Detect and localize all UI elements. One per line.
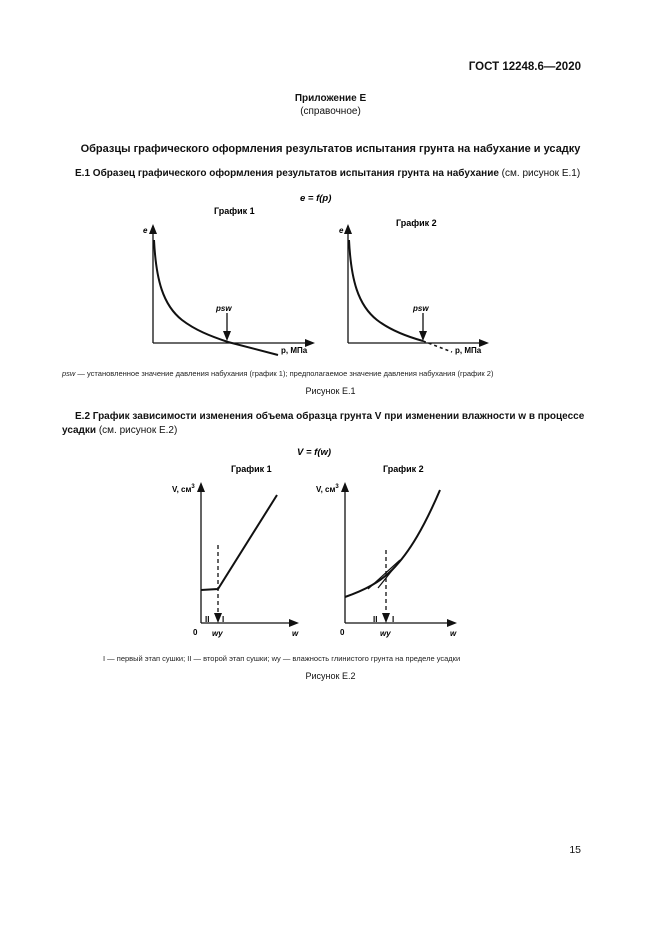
e2-g1-x-label: w: [292, 629, 299, 638]
e2-graph2-title: График 2: [383, 464, 424, 474]
appendix-title: Приложение Е: [294, 93, 367, 104]
e2-g1-wy-label: wy: [212, 629, 223, 638]
e1-graph2-title: График 2: [396, 218, 437, 228]
e2-g2-x-label: w: [450, 629, 457, 638]
e1-heading-ref: (см. рисунок Е.1): [498, 168, 581, 179]
e2-g2-origin: 0: [340, 628, 345, 637]
e2-g1-x-arrow: [289, 619, 299, 627]
e2-g2-tangent-1: [368, 560, 400, 589]
e1-g2-psw-label: psw: [413, 304, 429, 313]
e2-g1-origin: 0: [193, 628, 198, 637]
appendix-note: (справочное): [300, 106, 361, 117]
e2-heading-line2-ref: (см. рисунок Е.2): [96, 425, 178, 436]
e2-g1-stage-i: I: [222, 615, 225, 624]
e1-formula: e = f(p): [300, 193, 332, 204]
e1-g2-x-label: p, МПа: [455, 346, 482, 355]
e1-legend-text: — установленное значение давления набухания (график 1); предполагаемое значение давления набухания (график 2): [75, 369, 494, 378]
e2-g1-curve: [201, 495, 277, 590]
e2-g2-x-arrow: [447, 619, 457, 627]
e2-g1-wy-arrow: [214, 613, 225, 624]
e2-g2-y-label-text: V, см: [316, 485, 336, 494]
e2-g2-y-label-sup: 3: [335, 484, 339, 490]
e2-g1-y-arrow: [197, 482, 205, 492]
e2-g2-stage-i: I: [392, 615, 395, 624]
e1-caption: Рисунок Е.1: [305, 386, 356, 396]
e2-heading-line2-bold: усадки: [62, 425, 97, 436]
e2-g2-wy-label: wy: [380, 629, 391, 638]
e2-caption: Рисунок Е.2: [305, 671, 356, 681]
e1-g1-x-label: p, МПа: [281, 346, 308, 355]
e1-graph1-title: График 1: [214, 206, 255, 216]
e2-g2-y-arrow: [341, 482, 349, 492]
e2-graph1-title: График 1: [231, 464, 272, 474]
e1-g1-psw-label: psw: [216, 304, 232, 313]
e1-heading-bold: Е.1 Образец графического оформления результатов испытания грунта на набухание: [75, 168, 499, 179]
e2-g2-stage-ii: II: [373, 615, 378, 624]
e2-g1-y-label-sup: 3: [191, 484, 195, 490]
e2-g2-wy-arrow: [382, 613, 390, 623]
e2-g1-y-label: [172, 484, 195, 494]
page-number: 15: [569, 844, 581, 856]
e2-heading-line1: Е.2 График зависимости изменения объема образца грунта V при изменении влажности w в процессе: [75, 411, 585, 422]
e2-g2-tangent-2: [378, 563, 398, 588]
standard-number: ГОСТ 12248.6—2020: [468, 61, 581, 73]
e2-g1-stage-ii: II: [205, 615, 210, 624]
e2-formula: V = f(w): [297, 447, 332, 458]
e2-g2-y-label: [316, 484, 339, 494]
e1-legend-symbol: psw: [62, 369, 76, 378]
section-title: Образцы графического оформления результатов испытания грунта на набухание и усадку: [80, 143, 581, 155]
e1-g2-y-label: e: [339, 226, 344, 235]
e1-g1-y-label: e: [143, 226, 148, 235]
e2-g1-y-label-text: V, см: [172, 485, 192, 494]
e2-legend: I — первый этап сушки; II — второй этап сушки; wy — влажность глинистого грунта на пределе усадки: [103, 654, 461, 663]
e2-g2-curve: [345, 490, 440, 597]
